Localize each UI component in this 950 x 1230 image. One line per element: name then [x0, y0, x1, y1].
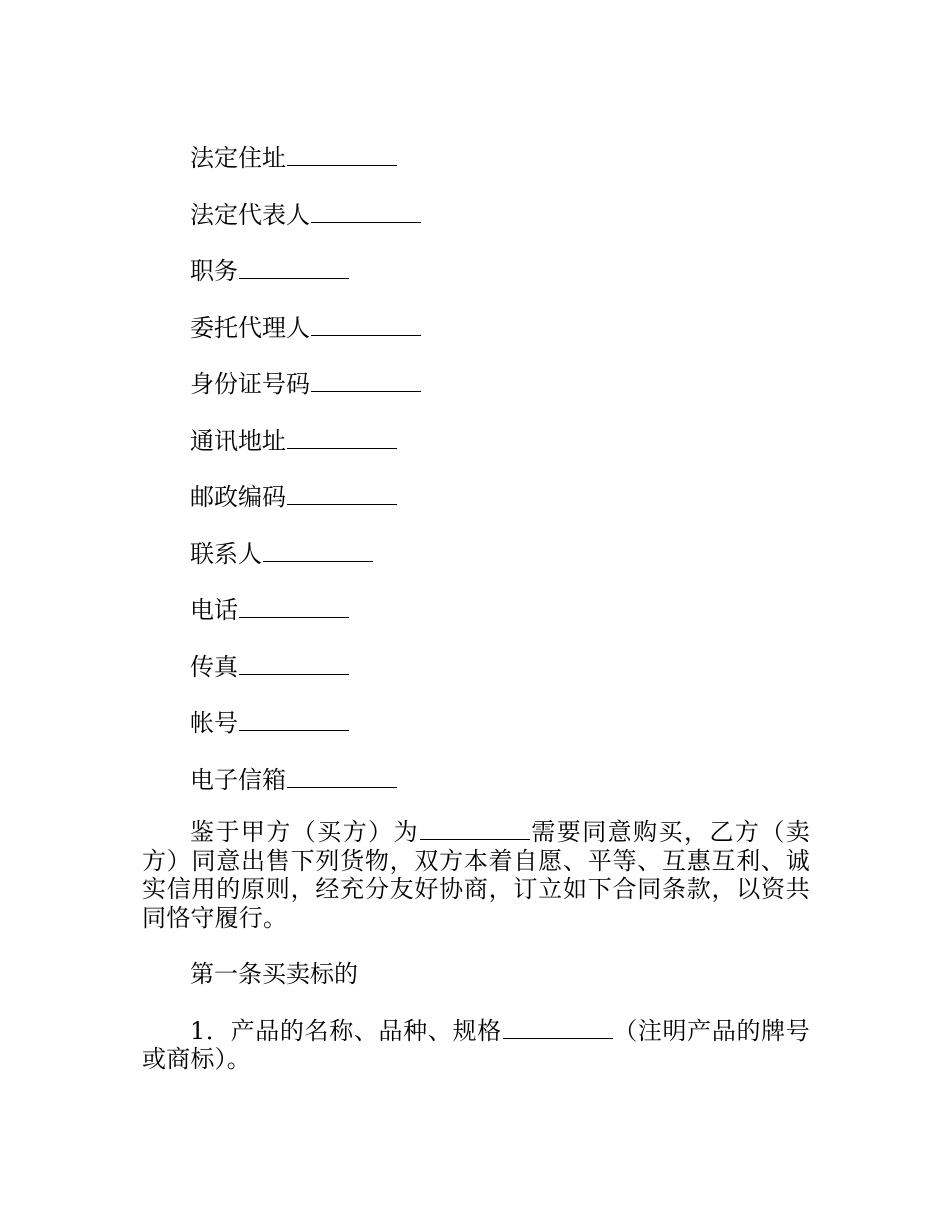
- fill-in-blank: [311, 198, 421, 223]
- field-label: 法定代表人: [190, 200, 310, 229]
- item-1-text-1: 1．产品的名称、品种、规格: [190, 1016, 502, 1045]
- field-label: 身份证号码: [190, 370, 310, 398]
- field-label: 通讯地址: [190, 426, 286, 455]
- field-mailing-address: [142, 423, 810, 480]
- field-phone: [142, 592, 810, 649]
- field-label: 联系人: [190, 539, 262, 568]
- field-label: 法定住址: [190, 144, 286, 172]
- fill-in-blank: [287, 424, 397, 449]
- fill-in-blank: [239, 593, 349, 618]
- field-label: 帐号: [190, 709, 238, 737]
- fill-in-blank: [287, 141, 397, 166]
- field-label: 职务: [190, 257, 238, 285]
- preamble-text-2: 需要同意购买，乙方（卖方）同意出售下列货物，双方本着自愿、平等、互惠互利、诚实信用的原则，经充分友好协商，订立如下合同条款，以资共同恪守履行。: [142, 818, 810, 932]
- article-1-item-1: [142, 1017, 810, 1074]
- field-account: [142, 705, 810, 762]
- field-legal-address: [142, 140, 810, 197]
- preamble-text-1: 鉴于甲方（买方）为: [190, 818, 420, 846]
- field-email: [142, 762, 810, 819]
- fill-in-blank: [239, 706, 349, 731]
- fill-in-blank: [420, 819, 530, 840]
- field-legal-representative: [142, 197, 810, 254]
- field-postal-code: [142, 479, 810, 536]
- contract-page: [142, 140, 810, 1074]
- field-label: 传真: [190, 652, 238, 681]
- fill-in-blank: [287, 480, 397, 505]
- field-fax: [142, 649, 810, 706]
- fill-in-blank: [311, 367, 421, 392]
- preamble-paragraph: [142, 818, 810, 932]
- fill-in-blank: [239, 650, 349, 675]
- field-label: 电话: [190, 596, 238, 624]
- field-id-number: [142, 366, 810, 423]
- spacer: [142, 932, 810, 960]
- field-label: 电子信箱: [190, 765, 286, 794]
- fill-in-blank: [503, 1018, 613, 1039]
- fill-in-blank: [263, 537, 373, 562]
- spacer: [142, 989, 810, 1017]
- fill-in-blank: [239, 254, 349, 279]
- field-label: 委托代理人: [190, 313, 310, 342]
- field-authorized-agent: [142, 310, 810, 367]
- field-label: 邮政编码: [190, 483, 286, 511]
- field-position: [142, 253, 810, 310]
- fill-in-blank: [311, 311, 421, 336]
- fill-in-blank: [287, 763, 397, 788]
- field-contact-person: [142, 536, 810, 593]
- item-1-text-2: （注明产品的牌号或商标）。: [142, 1016, 810, 1073]
- article-1-title: 第一条买卖标的: [190, 960, 358, 988]
